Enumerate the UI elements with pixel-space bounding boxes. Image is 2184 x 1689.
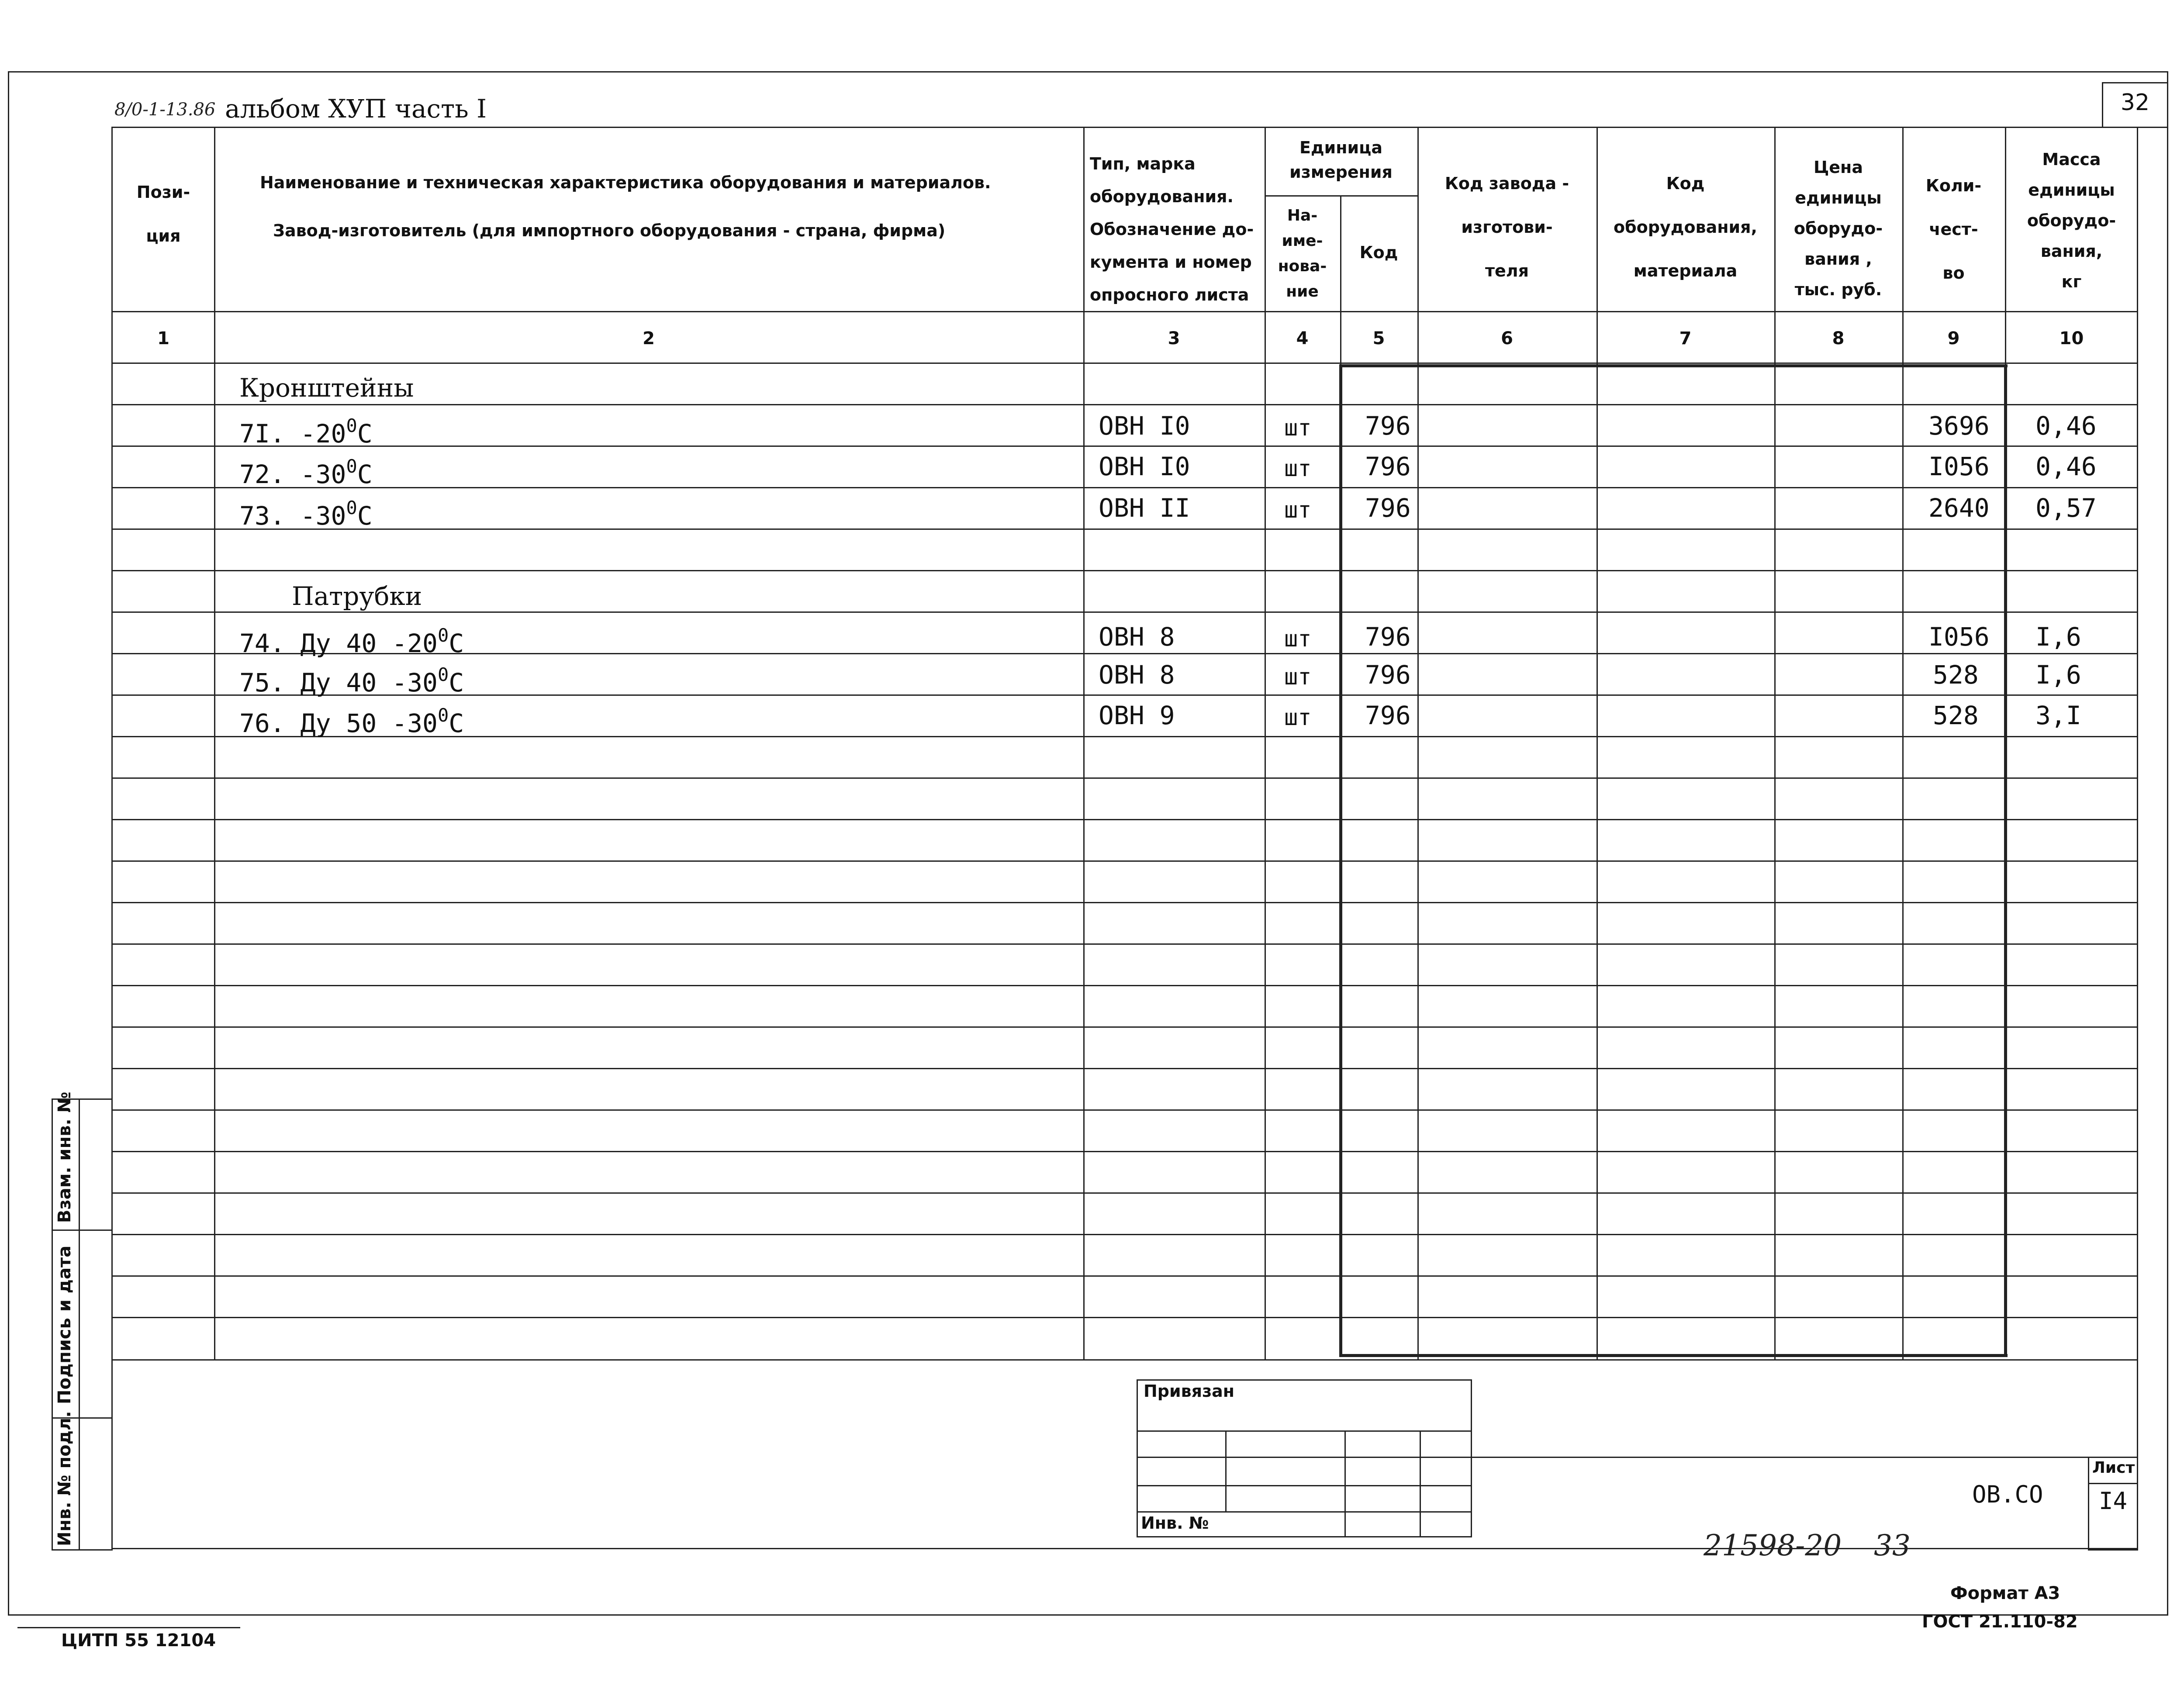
row-line [111,902,2138,903]
row-line [111,1026,2138,1028]
row-line [111,1109,2138,1111]
header-maker-code: Код завода - изготови- теля [1444,174,1569,280]
row-uom: шт [1284,705,1312,731]
row-qty: 528 [1933,701,1979,730]
row-line [111,1317,2138,1318]
row-line [111,404,2138,405]
footer-line [17,1627,240,1628]
row-line [111,943,2138,945]
row-name: 7I. $-20^0C$ [239,415,373,449]
row-mass: I,6 [2035,622,2081,652]
row-line [111,1234,2138,1235]
group-title: Кронштейны [239,373,414,403]
row-code: 796 [1365,622,1411,652]
binding-label: Привязан [1144,1382,1235,1401]
binding-col [1225,1430,1227,1511]
binding-line [1137,1511,1472,1513]
col-num-8: 8 [1832,328,1845,349]
row-qty: I056 [1928,622,1990,652]
album-code: 8/0-1-13.86 [114,100,216,120]
col-num-5: 5 [1372,328,1385,349]
bold-band-top [1339,364,2008,367]
row-line [111,860,2138,862]
col-num-10: 10 [2059,328,2084,349]
row-qty: 2640 [1928,493,1990,523]
row-type: ОВН I0 [1099,452,1190,481]
row-name: 74. Ду 40 $-20^0C$ [239,625,464,658]
header-unit-name: На- име- нова- ние [1278,207,1327,300]
side-stamp-line [52,1230,113,1231]
binding-line [1137,1485,1472,1486]
citp-label: ЦИТП 55 12104 [61,1630,216,1651]
row-code: 796 [1365,701,1411,730]
sheet-number: I4 [2098,1487,2128,1515]
col-num-1: 1 [157,328,169,349]
row-name: 75. Ду 40 $-30^0C$ [239,664,464,698]
row-line [111,777,2138,779]
album-title: альбом ХУП часть I [225,94,487,124]
binding-col [1344,1430,1346,1537]
binding-line [1137,1457,1472,1458]
row-qty: I056 [1928,452,1990,481]
row-uom: шт [1284,497,1312,523]
page-number: 32 [2120,90,2150,116]
side-label-vzam: Взам. инв. № [55,1091,75,1223]
row-type: ОВН II [1099,493,1190,523]
row-line [111,528,2138,530]
header-price: Цена единицы оборудо- вания , тыс. руб. [1794,158,1883,299]
row-line [111,1068,2138,1069]
title-block-line [1472,1457,2138,1458]
numbers-bottom-line [111,363,2138,364]
row-line [111,570,2138,571]
row-qty: 528 [1933,660,1979,690]
header-unit: Единица измерения [1289,138,1393,182]
row-code: 796 [1365,660,1411,690]
gost-label: ГОСТ 21.110-82 [1922,1612,2078,1632]
sheet-line [2088,1483,2138,1484]
row-mass: I,6 [2035,660,2081,690]
row-type: ОВН 9 [1099,701,1175,730]
row-uom: шт [1284,664,1312,690]
header-quantity: Коли- чест- во [1925,176,1982,283]
row-code: 796 [1365,493,1411,523]
group-title: Патрубки [292,581,422,611]
row-uom: шт [1284,456,1312,482]
sheet-label: Лист [2092,1459,2135,1477]
inv-label: Инв. № [1141,1513,1209,1533]
row-qty: 3696 [1928,411,1990,441]
row-line [111,1275,2138,1277]
row-code: 796 [1365,411,1411,441]
header-type: Тип, марка оборудования. Обозначение до- кумента и номер опросного листа [1090,154,1254,304]
handwritten-page: 33 [1874,1529,1911,1562]
col-num-6: 6 [1501,328,1513,349]
binding-col [1420,1430,1421,1537]
header-name-line1: Наименование и техническая характеристика оборудования и материалов. [260,173,991,192]
col-num-7: 7 [1679,328,1692,349]
unit-split-line [1265,195,1417,197]
header-mass: Масса единицы оборудо- вания, кг [2027,150,2116,291]
doc-code: ОВ.СО [1972,1481,2043,1508]
row-uom: шт [1284,626,1312,652]
row-line [111,819,2138,820]
row-name: 76. Ду 50 $-30^0C$ [239,705,464,738]
header-unit-code: Код [1359,243,1398,262]
row-line [111,1151,2138,1152]
table-bottom-line [111,1359,2138,1361]
binding-line [1137,1430,1472,1432]
row-name: 73. $-30^0C$ [239,497,373,531]
row-code: 796 [1365,452,1411,481]
bold-band-bottom [1339,1354,2008,1357]
header-position: Пози- ция [136,183,190,245]
side-label-inv: Инв. № подл. [55,1411,75,1546]
row-mass: 0,57 [2035,493,2097,523]
row-mass: 3,I [2035,701,2081,730]
side-label-podpis: Подпись и дата [55,1245,75,1404]
col-num-2: 2 [643,328,655,349]
col-num-3: 3 [1168,328,1180,349]
row-mass: 0,46 [2035,452,2097,481]
side-stamp-divider [79,1098,80,1551]
row-mass: 0,46 [2035,411,2097,441]
row-line [111,1192,2138,1194]
col-num-9: 9 [1947,328,1960,349]
header-equipment-code: Код оборудования, материала [1614,174,1757,280]
row-type: ОВН 8 [1099,622,1175,652]
format-label: Формат А3 [1950,1583,2060,1603]
row-type: ОВН I0 [1099,411,1190,441]
header-name-line2: Завод-изготовитель (для импортного оборудования - страна, фирма) [273,221,946,240]
row-name: 72. $-30^0C$ [239,456,373,489]
row-uom: шт [1284,415,1312,441]
col-num-4: 4 [1296,328,1309,349]
handwritten-number: 21598-20 [1704,1529,1842,1562]
row-type: ОВН 8 [1099,660,1175,690]
row-line [111,985,2138,986]
